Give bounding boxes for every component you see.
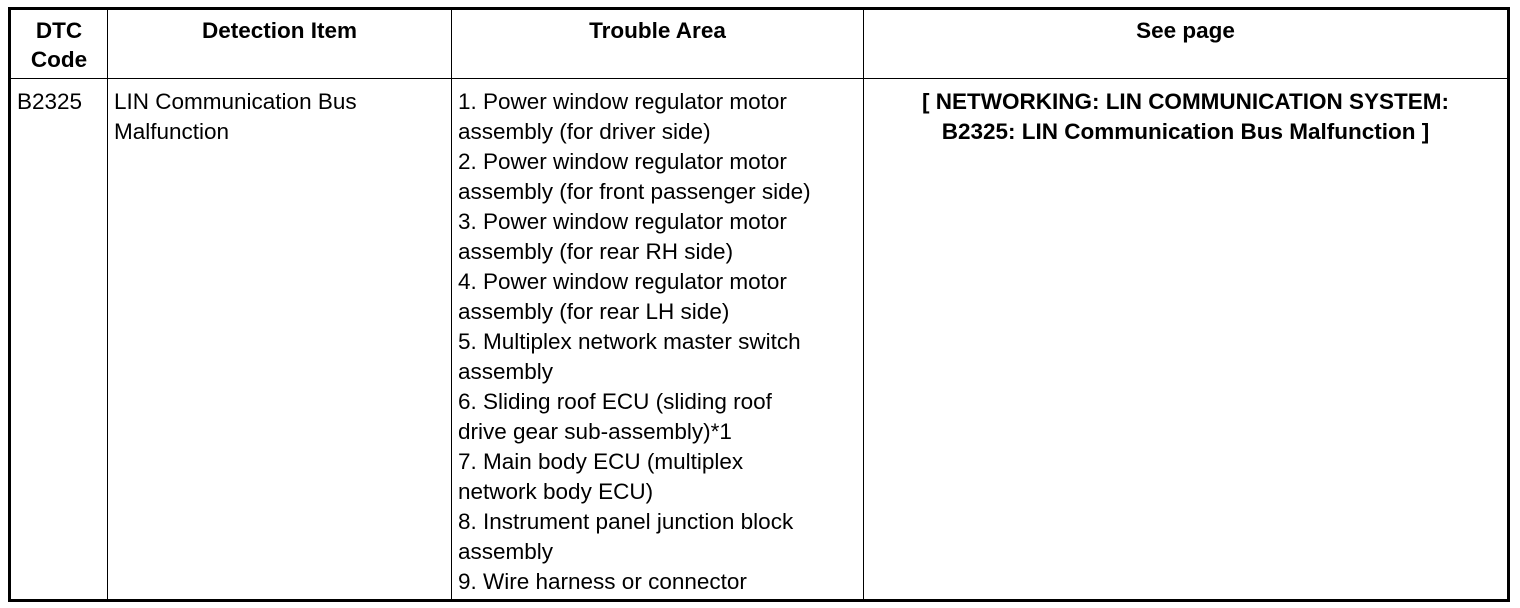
- header-trouble-area: Trouble Area: [452, 9, 864, 79]
- table-header-row: [10, 9, 1509, 79]
- trouble-area-line: drive gear sub-assembly)*1: [458, 419, 732, 444]
- table-row: [10, 79, 1509, 601]
- trouble-area-line: 2. Power window regulator motor: [458, 149, 787, 174]
- dtc-table: [8, 7, 1510, 602]
- cell-detection-item: [108, 79, 452, 601]
- trouble-area-line: assembly (for rear RH side): [458, 239, 734, 264]
- header-dtc-code-line2: Code: [30, 47, 88, 72]
- trouble-area-line: 9. Wire harness or connector: [458, 569, 747, 594]
- trouble-area-line: assembly (for driver side): [458, 119, 711, 144]
- trouble-area-line: assembly: [458, 539, 554, 564]
- see-page-link-line[interactable]: B2325: LIN Communication Bus Malfunction ]: [941, 119, 1430, 144]
- trouble-area-line: 6. Sliding roof ECU (sliding roof: [458, 389, 772, 414]
- trouble-area-line: 5. Multiplex network master switch: [458, 329, 801, 354]
- trouble-area-line: assembly (for rear LH side): [458, 299, 730, 324]
- trouble-area-line: 1. Power window regulator motor: [458, 89, 787, 114]
- trouble-area-line: 4. Power window regulator motor: [458, 269, 787, 294]
- cell-see-page: [864, 79, 1509, 601]
- detection-item-line: LIN Communication Bus: [114, 89, 357, 114]
- cell-dtc-code: B2325: [10, 79, 108, 601]
- trouble-area-line: assembly: [458, 359, 554, 384]
- trouble-area-line: 7. Main body ECU (multiplex: [458, 449, 744, 474]
- trouble-area-line: network body ECU): [458, 479, 654, 504]
- header-detection-item: Detection Item: [108, 9, 452, 79]
- cell-trouble-area: [452, 79, 864, 601]
- trouble-area-line: 8. Instrument panel junction block: [458, 509, 794, 534]
- header-dtc-code: [10, 9, 108, 79]
- trouble-area-line: 3. Power window regulator motor: [458, 209, 787, 234]
- trouble-area-line: assembly (for front passenger side): [458, 179, 811, 204]
- header-see-page: See page: [864, 9, 1509, 79]
- see-page-link-line[interactable]: [ NETWORKING: LIN COMMUNICATION SYSTEM:: [921, 89, 1450, 114]
- detection-item-line: Malfunction: [114, 119, 230, 144]
- header-dtc-code-line1: DTC: [35, 18, 83, 43]
